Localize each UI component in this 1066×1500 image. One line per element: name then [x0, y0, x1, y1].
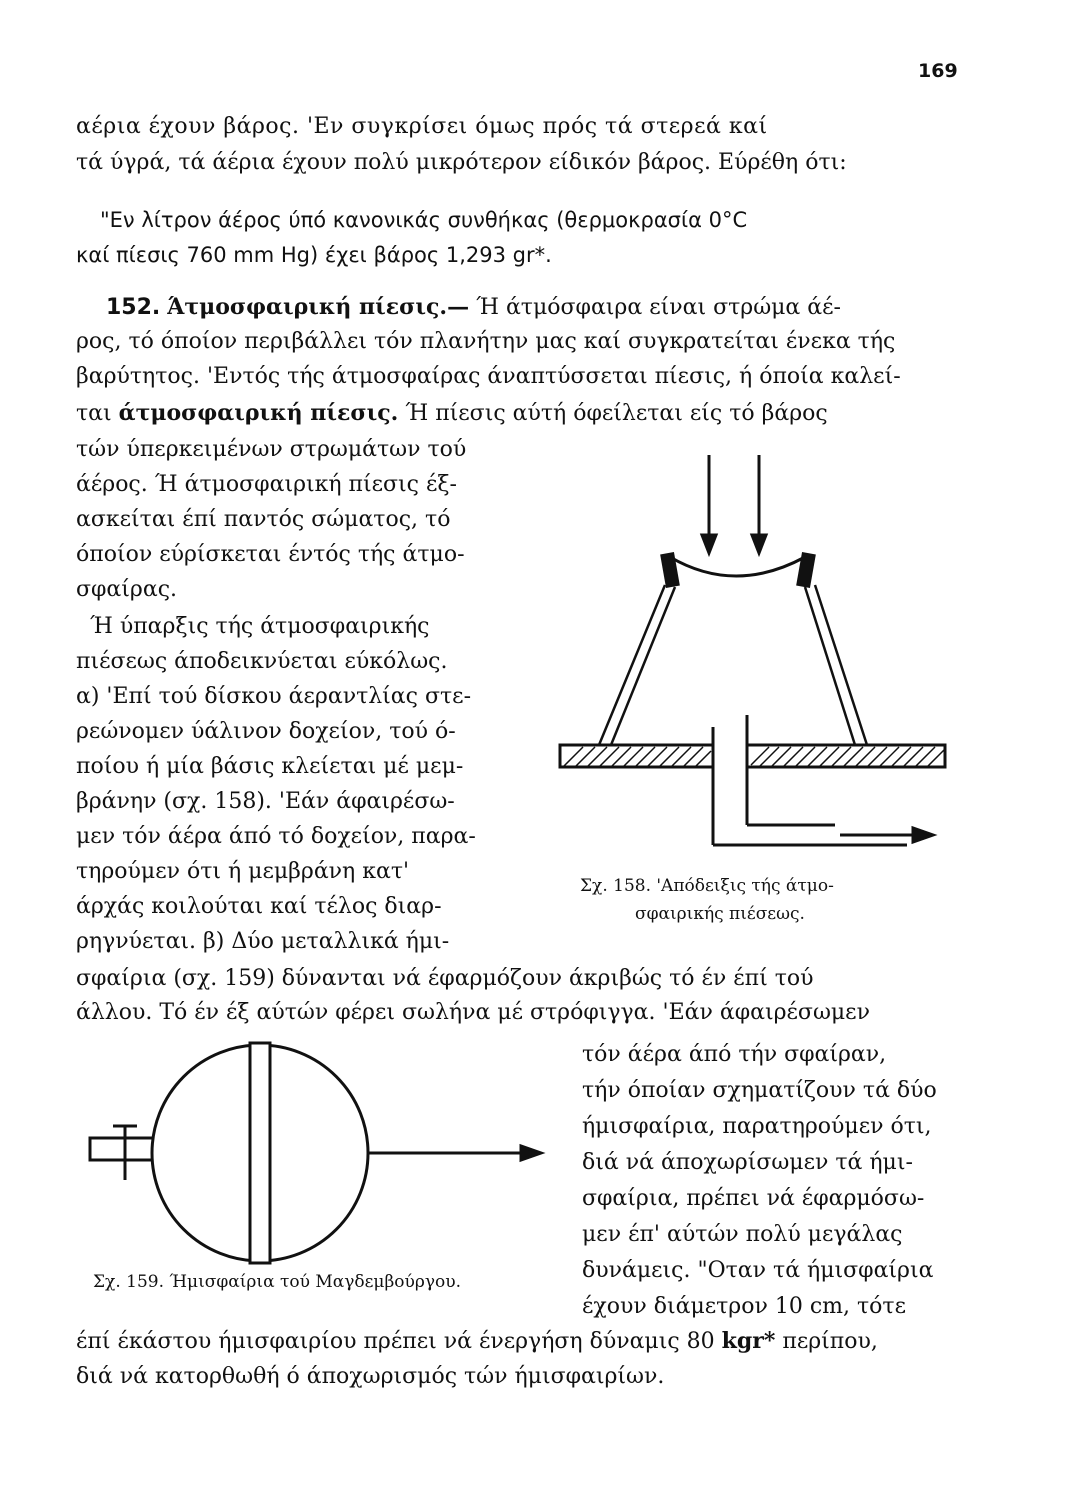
outflow-arrow [840, 828, 933, 842]
text-line: καί πίεσις 760 mm Hg) έχει βάρος 1,293 gr*. [76, 243, 552, 267]
text-line: αέρια έχουν βάρος. 'Εν συγκρίσει όμως πρός τά στερεά καί [76, 114, 768, 139]
hemisphere-flange [250, 1043, 270, 1263]
section-number: 152. [106, 295, 161, 320]
text-line: τηρούμεν ότι ή μεμβράνη κατ' [76, 859, 410, 884]
figure-158-caption-line1: Σχ. 158. 'Απόδειξις τής άτμο- [580, 876, 834, 896]
text-line: τά ύγρά, τά άέρια έχουν πολύ μικρότερον είδικόν βάρος. Εύρέθη ότι: [76, 150, 847, 175]
text-line: ήμισφαίρια, παρατηρούμεν ότι, [582, 1114, 932, 1139]
text-line: ποίου ή μία βάσις κλείεται μέ μεμ- [76, 754, 464, 779]
text-line: όποίον εύρίσκεται έντός τής άτμο- [76, 542, 465, 567]
section-text: Ή άτμόσφαιρα είναι στρώμα άέ- [476, 295, 841, 320]
text-line: δυνάμεις. "Οταν τά ήμισφαίρια [582, 1258, 934, 1283]
text-line: μεν τόν άέρα άπό τό δοχείον, παρα- [76, 824, 476, 849]
tube-gap [713, 715, 747, 773]
text-line: "Εν λίτρον άέρος ύπό κανονικάς συνθήκας (θερμοκρασία 0°C [100, 208, 748, 232]
pull-arrow [368, 1146, 541, 1160]
figure-158-caption-line2: σφαιρικής πιέσεως. [635, 904, 805, 924]
text-line: ρηγνύεται. β) Δύο μεταλλικά ήμι- [76, 929, 450, 954]
term-suffix: Ή πίεσις αύτή όφείλεται είς τό βάρος [405, 401, 828, 426]
text-line: πιέσεως άποδεικνύεται εύκόλως. [76, 649, 448, 674]
section-heading-line [106, 292, 841, 323]
text-line: βαρύτητος. 'Εντός τής άτμοσφαίρας άναπτύσσεται πίεσις, ή όποία καλεί- [76, 364, 901, 389]
text-segment: έπί έκάστου ήμισφαιρίου πρέπει νά ένεργήση δύναμις 80 [76, 1329, 722, 1354]
term-prefix: ται [76, 401, 112, 426]
text-line: βράνην (σχ. 158). 'Εάν άφαιρέσω- [76, 789, 455, 814]
page-number: 169 [918, 60, 958, 82]
text-line: άέρος. Ή άτμοσφαιρική πίεσις έξ- [76, 472, 457, 497]
rim-left [660, 552, 680, 588]
text-line: σφαίρια (σχ. 159) δύνανται νά έφαρμόζουν άκριβώς τό έν έπί τού [76, 966, 814, 991]
text-line: τόν άέρα άπό τήν σφαίραν, [582, 1042, 887, 1067]
text-line: άρχάς κοιλούται καί τέλος διαρ- [76, 894, 442, 919]
text-line: α) 'Επί τού δίσκου άεραντλίας στε- [76, 684, 472, 709]
text-segment: περίπου, [775, 1329, 878, 1354]
term-bold: άτμοσφαιρική πίεσις. [118, 400, 399, 426]
text-line: ρεώνομεν ύάλινον δοχείον, τού ό- [76, 719, 456, 744]
text-line: μεν έπ' αύτών πολύ μεγάλας [582, 1222, 903, 1247]
text-line: σφαίρας. [76, 577, 178, 602]
membrane [670, 557, 805, 576]
text-line: διά νά κατορθωθή ό άποχωρισμός τών ήμισφαιρίων. [76, 1364, 665, 1389]
text-line: ρος, τό όποίον περιβάλλει τόν πλανήτην μας καί συγκρατείται ένεκα τής [76, 329, 896, 354]
unit-bold: kgr* [721, 1328, 776, 1354]
rim-right [796, 552, 816, 588]
text-line: διά νά άποχωρίσωμεν τά ήμι- [582, 1150, 913, 1175]
stopcock-tube [90, 1126, 160, 1180]
figure-158-pump-apparatus [555, 445, 955, 885]
figure-159-magdeburg-hemispheres [85, 1040, 555, 1270]
pressure-arrows [702, 455, 766, 553]
text-line: έχουν διάμετρον 10 cm, τότε [582, 1294, 906, 1319]
text-line: σφαίρια, πρέπει νά έφαρμόσω- [582, 1186, 925, 1211]
text-line: ασκείται έπί παντός σώματος, τό [76, 507, 451, 532]
text-line [76, 1326, 878, 1357]
term-line [76, 398, 828, 429]
text-line: άλλου. Τό έν έξ αύτών φέρει σωλήνα μέ στρόφιγγα. 'Εάν άφαιρέσωμεν [76, 1000, 870, 1025]
text-line: τών ύπερκειμένων στρωμάτων τού [76, 437, 467, 462]
text-line: τήν όποίαν σχηματίζουν τά δύο [582, 1078, 937, 1103]
figure-159-caption: Σχ. 159. Ήμισφαίρια τού Μαγδεμβούργου. [93, 1272, 461, 1292]
section-heading: Άτμοσφαιρική πίεσις.— [167, 294, 470, 320]
text-line: Ή ύπαρξις τής άτμοσφαιρικής [90, 614, 430, 639]
